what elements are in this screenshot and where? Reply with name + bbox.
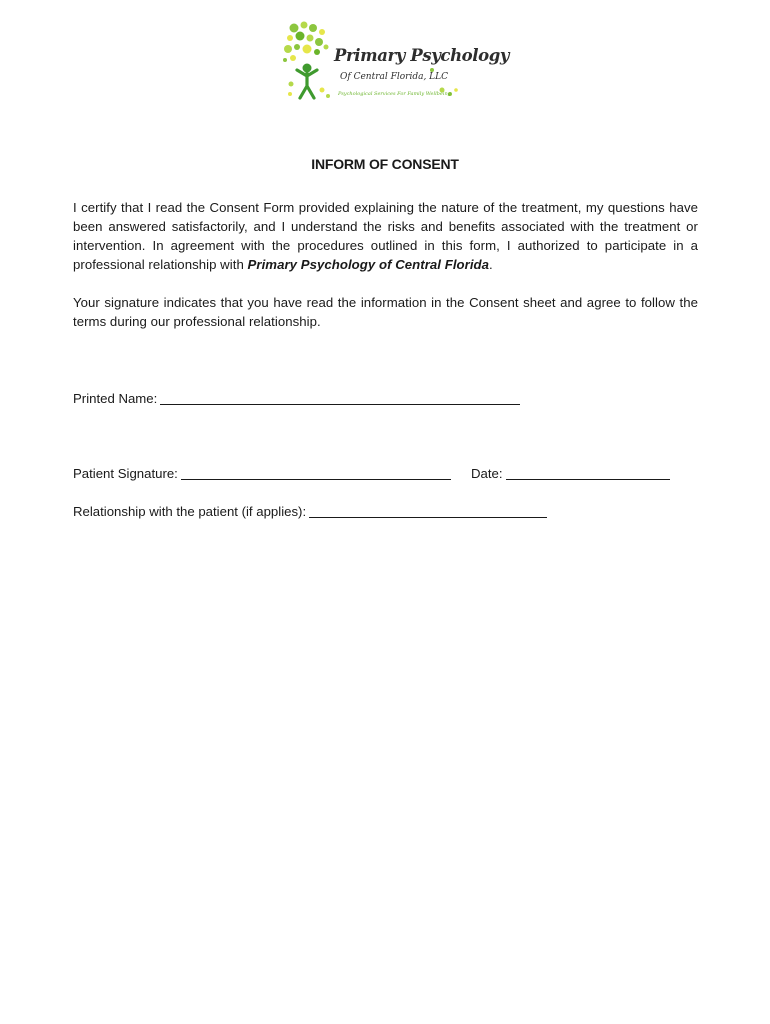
consent-paragraph-end: . xyxy=(489,257,493,272)
logo-subtitle: Of Central Florida, LLC xyxy=(340,72,449,82)
printed-name-line[interactable] xyxy=(160,389,520,405)
patient-signature-line[interactable] xyxy=(181,464,451,480)
date-label: Date: xyxy=(471,466,503,481)
relationship-field xyxy=(73,502,547,521)
practice-name: Primary Psychology of Central Florida xyxy=(247,257,490,272)
printed-name-label: Printed Name: xyxy=(73,391,158,406)
logo-title: Primary Psychology xyxy=(334,46,510,65)
patient-signature-field xyxy=(73,464,451,483)
consent-paragraph xyxy=(73,198,698,274)
signature-paragraph: Your signature indicates that you have read the information in the Consent sheet and agree to follow the terms during our professional relationship. xyxy=(73,295,698,329)
printed-name-field xyxy=(73,389,520,408)
document-title: INFORM OF CONSENT xyxy=(311,156,459,172)
date-line[interactable] xyxy=(506,464,670,480)
date-field xyxy=(471,464,670,483)
logo-tagline: Psychological Services For Family Wellbeing xyxy=(338,91,451,97)
relationship-line[interactable] xyxy=(309,502,547,518)
company-logo xyxy=(282,20,510,108)
patient-signature-label: Patient Signature: xyxy=(73,466,178,481)
consent-paragraph-text: I certify that I read the Consent Form provided explaining the nature of the treatment, my questions have been answered satisfactorily, and I understand the risks and benefits associated with the treatment or intervention. In agreement with the procedures outlined in this form, I authorized to participate in a professional relationship with xyxy=(73,200,698,272)
relationship-label: Relationship with the patient (if applies): xyxy=(73,504,307,519)
